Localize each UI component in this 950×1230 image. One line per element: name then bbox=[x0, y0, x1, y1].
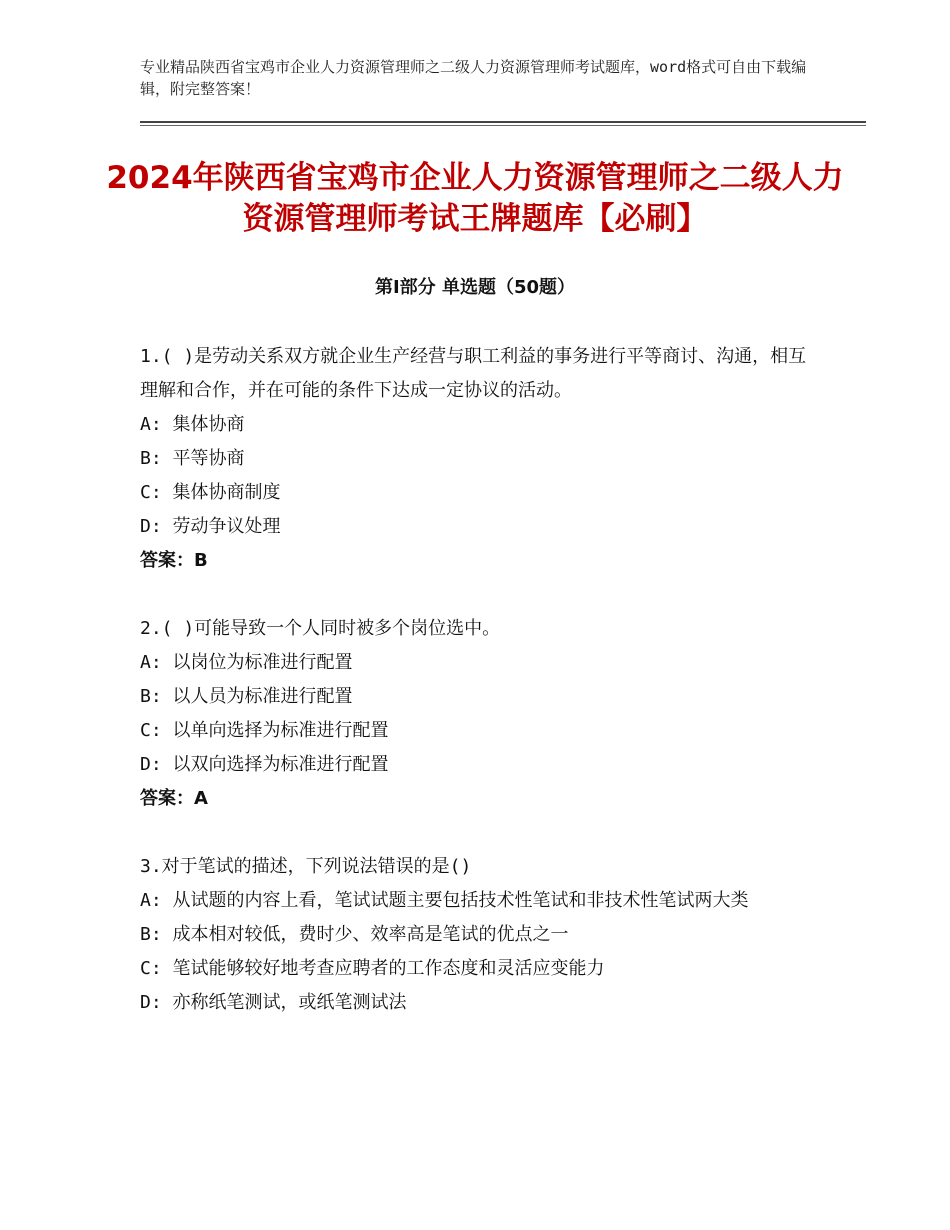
question-option: B: 成本相对较低，费时少、效率高是笔试的优点之一 bbox=[140, 924, 569, 945]
question-list bbox=[140, 340, 810, 1054]
question-stem: 1.( )是劳动关系双方就企业生产经营与职工利益的事务进行平等商讨、沟通，相互理解和合作，并在可能的条件下达成一定协议的活动。 bbox=[140, 346, 807, 401]
question-option: C: 集体协商制度 bbox=[140, 482, 281, 503]
question-option: A: 以岗位为标准进行配置 bbox=[140, 652, 353, 673]
question-item bbox=[140, 612, 810, 816]
question-option: D: 以双向选择为标准进行配置 bbox=[140, 754, 389, 775]
question-option: C: 以单向选择为标准进行配置 bbox=[140, 720, 389, 741]
header-divider-thick bbox=[140, 121, 866, 123]
question-option: C: 笔试能够较好地考查应聘者的工作态度和灵活应变能力 bbox=[140, 958, 605, 979]
question-option: D: 劳动争议处理 bbox=[140, 516, 281, 537]
question-answer: 答案：B bbox=[140, 550, 208, 571]
question-stem: 2.( )可能导致一个人同时被多个岗位选中。 bbox=[140, 618, 501, 639]
question-item bbox=[140, 340, 810, 578]
header-note: 专业精品陕西省宝鸡市企业人力资源管理师之二级人力资源管理师考试题库，word格式可自由下载编辑，附完整答案！ bbox=[140, 58, 807, 98]
question-option: B: 平等协商 bbox=[140, 448, 245, 469]
question-option: A: 从试题的内容上看，笔试试题主要包括技术性笔试和非技术性笔试两大类 bbox=[140, 890, 749, 911]
section-title: 第Ⅰ部分 单选题（50题） bbox=[374, 277, 575, 298]
question-option: A: 集体协商 bbox=[140, 414, 245, 435]
question-stem: 3.对于笔试的描述，下列说法错误的是() bbox=[140, 856, 472, 877]
header-divider-thin bbox=[140, 125, 866, 126]
question-option: B: 以人员为标准进行配置 bbox=[140, 686, 353, 707]
question-answer: 答案：A bbox=[140, 788, 208, 809]
question-option: D: 亦称纸笔测试，或纸笔测试法 bbox=[140, 992, 407, 1013]
document-title: 2024年陕西省宝鸡市企业人力资源管理师之二级人力资源管理师考试王牌题库【必刷】 bbox=[106, 160, 844, 237]
question-item bbox=[140, 850, 810, 1020]
